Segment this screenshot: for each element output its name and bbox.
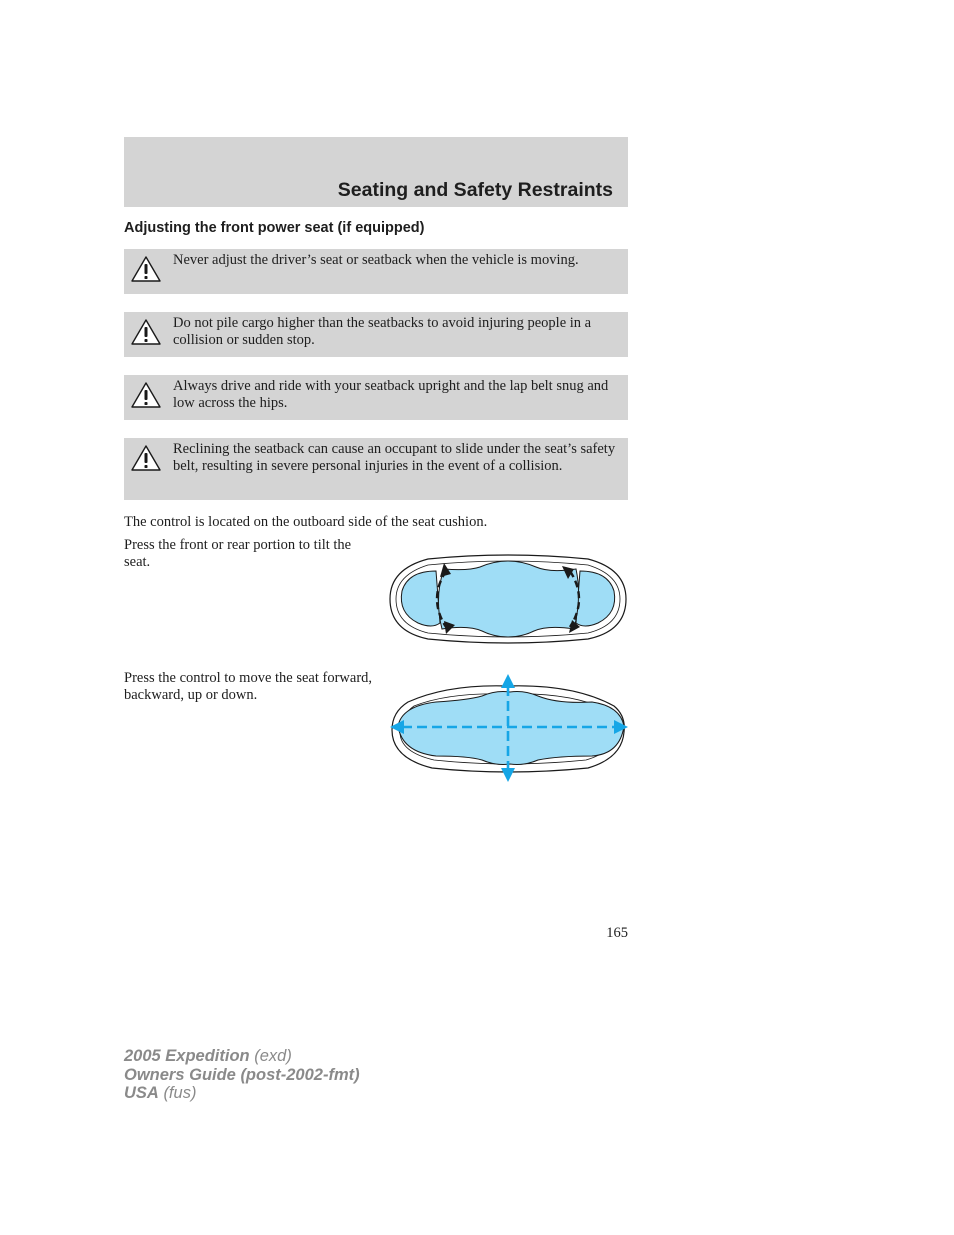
footer-line bbox=[124, 1066, 360, 1085]
footer-line bbox=[124, 1047, 360, 1066]
arrow-head bbox=[501, 674, 515, 688]
warning-box bbox=[124, 312, 628, 357]
footer-line bbox=[124, 1084, 360, 1103]
footer bbox=[124, 1047, 360, 1103]
section-heading: Adjusting the front power seat (if equipped) bbox=[124, 220, 425, 236]
page-number: 165 bbox=[606, 925, 628, 941]
body-paragraph: Press the control to move the seat forward, backward, up or down. bbox=[124, 670, 373, 703]
warning-box bbox=[124, 375, 628, 420]
seat-tilt-control-icon bbox=[388, 553, 628, 645]
warning-text: Do not pile cargo higher than the seatbacks to avoid injuring people in a collision or sudden stop. bbox=[173, 315, 592, 348]
page-title: Seating and Safety Restraints bbox=[337, 179, 613, 201]
seat-move-control-icon bbox=[388, 672, 630, 784]
warning-triangle-icon bbox=[130, 444, 162, 472]
footer-model-code: (exd) bbox=[254, 1047, 292, 1065]
arrow-head bbox=[501, 768, 515, 782]
warning-text: Reclining the seatback can cause an occupant to slide under the seat’s safety belt, resulting in severe personal injuries in the event of a collision. bbox=[173, 441, 616, 474]
footer-market-code: (fus) bbox=[163, 1084, 197, 1102]
warning-text: Never adjust the driver’s seat or seatback when the vehicle is moving. bbox=[173, 252, 579, 268]
warning-triangle-icon bbox=[130, 381, 162, 409]
body-paragraph: Press the front or rear portion to tilt the seat. bbox=[124, 537, 352, 570]
footer-market: USA bbox=[124, 1084, 159, 1102]
footer-guide: Owners Guide (post-2002-fmt) bbox=[124, 1065, 360, 1084]
warning-box bbox=[124, 249, 628, 294]
warning-box bbox=[124, 438, 628, 500]
body-paragraph: The control is located on the outboard side of the seat cushion. bbox=[124, 514, 488, 530]
footer-model: 2005 Expedition bbox=[124, 1047, 250, 1065]
header-band bbox=[124, 137, 628, 207]
warning-text: Always drive and ride with your seatback upright and the lap belt snug and low across the hips. bbox=[173, 378, 609, 411]
warning-triangle-icon bbox=[130, 318, 162, 346]
warning-triangle-icon bbox=[130, 255, 162, 283]
center-pad bbox=[438, 561, 578, 637]
